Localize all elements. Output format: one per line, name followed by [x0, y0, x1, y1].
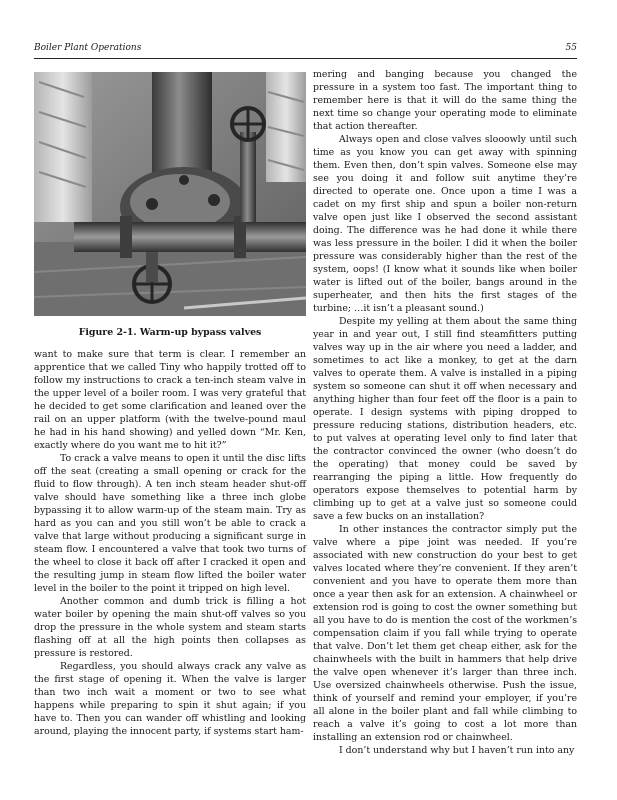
- right-paragraph-2: Always open and close valves slooowly until such time as you know you can get away with spinning them. Even then, don’t spin valves. Someone else may see you doing it and follow suit anytime they’re directed to operate one. Once upon a time I was a cadet on my first ship and spun a boiler non-return valve open just like I observed the second assistant doing. The difference was he had done it while there was less pressure in the boiler. I did it when the boiler pressure was considerably higher than the rest of the system, oops! (I know what it sounds like when boiler water is lifted out of the boiler, bangs around in the superheater, and then hits the first stages of the turbine; …it isn’t a pleasant sound.): [313, 134, 577, 314]
- figure-caption: Figure 2-1. Warm-up bypass valves: [78, 327, 262, 338]
- right-paragraph-4: In other instances the contractor simply put the valve where a pipe joint was needed. If you’re associated with new construction do your best to get valves located where they’re convenient. If they aren’t convenient and you have to operate them more than once a year then ask for an extension. A chainwheel or extension rod is going to cost the owner something but all you have to do is mention the cost of the workmen’s compensation claim if you fall while trying to operate that valve. Don’t let them get cheap either, ask for the chainwheels with the built in hammers that help drive the valve open whenever it’s larger than three inch. Use oversized chainwheels otherwise. Push the issue, think of yourself and remind your employer, if you’re all alone in the boiler plant and fall while climbing to reach a valve it’s going to cost a lot more than installing an extension rod or chainwheel.: [313, 524, 577, 743]
- left-paragraph-2: To crack a valve means to open it until the disc lifts off the seat (creating a small opening or crack for the fluid to flow through). A ten inch steam header shut-off valve should have something like a three inch globe bypassing it to allow warm-up of the steam main. Try as hard as you can and you still won’t be able to crack a valve that large without producing a significant surge in steam flow. I encountered a valve that took two turns of the wheel to close it back off after I cracked it open and the resulting jump in steam flow lifted the boiler water level in the boiler to the point it tripped on high level.: [34, 453, 306, 594]
- running-header: [34, 40, 577, 59]
- left-paragraph-3: Another common and dumb trick is filling a hot water boiler by opening the main shut-off valves so you drop the pressure in the whole system and steam starts flashing off at all the high points then collapses as pressure is restored.: [34, 596, 306, 659]
- right-paragraph-5: I don’t understand why but I haven’t run into any: [339, 745, 575, 756]
- right-column: [313, 68, 577, 757]
- right-paragraph-1: mering and banging because you changed the pressure in a system too fast. The important thing to remember here is that it will do the same thing the next time so change your operating mode to eliminate that action thereafter.: [313, 69, 577, 132]
- left-column: [34, 72, 306, 738]
- left-paragraph-1: want to make sure that term is clear. I remember an apprentice that we called Tiny who happily trotted off to follow my instructions to crack a ten-inch steam valve in the upper level of a boiler room. I was very grateful that he decided to get some clarification and leaned over the rail on an upper platform (with the twelve-pound maul he had in his hand showing) and yelled down “Mr. Ken, exactly where do you want me to hit it?”: [34, 349, 306, 451]
- figure-photo: [34, 72, 306, 316]
- right-paragraph-3: Despite my yelling at them about the same thing year in and year out, I still find steamfitters putting valves way up in the air where you need a ladder, and sometimes to act like a monkey, to get at the darn valves to operate them. A valve is installed in a piping system so someone can shut it off when necessary and anything higher than four feet off the floor is a pain to operate. I design systems with piping dropped to pressure reducing stations, distribution headers, etc. to put valves at operating level only to find later that the contractor convinced the owner (who doesn’t do the operating) that money could be saved by rearranging the piping a little. How frequently do operators expose themselves to potential harm by climbing up to get at a valve just so someone could save a few bucks on an installation?: [313, 316, 577, 522]
- header-book-title: Boiler Plant Operations: [34, 43, 142, 53]
- page-number: 55: [565, 43, 577, 53]
- left-paragraph-4: Regardless, you should always crack any valve as the first stage of opening it. When the valve is larger than two inch wait a moment or two to see what happens while preparing to spin it shut again; if you have to. Then you can wander off whistling and looking around, playing the innocent party, if systems start ham-: [34, 661, 306, 737]
- valve-photo-illustration: [34, 72, 306, 316]
